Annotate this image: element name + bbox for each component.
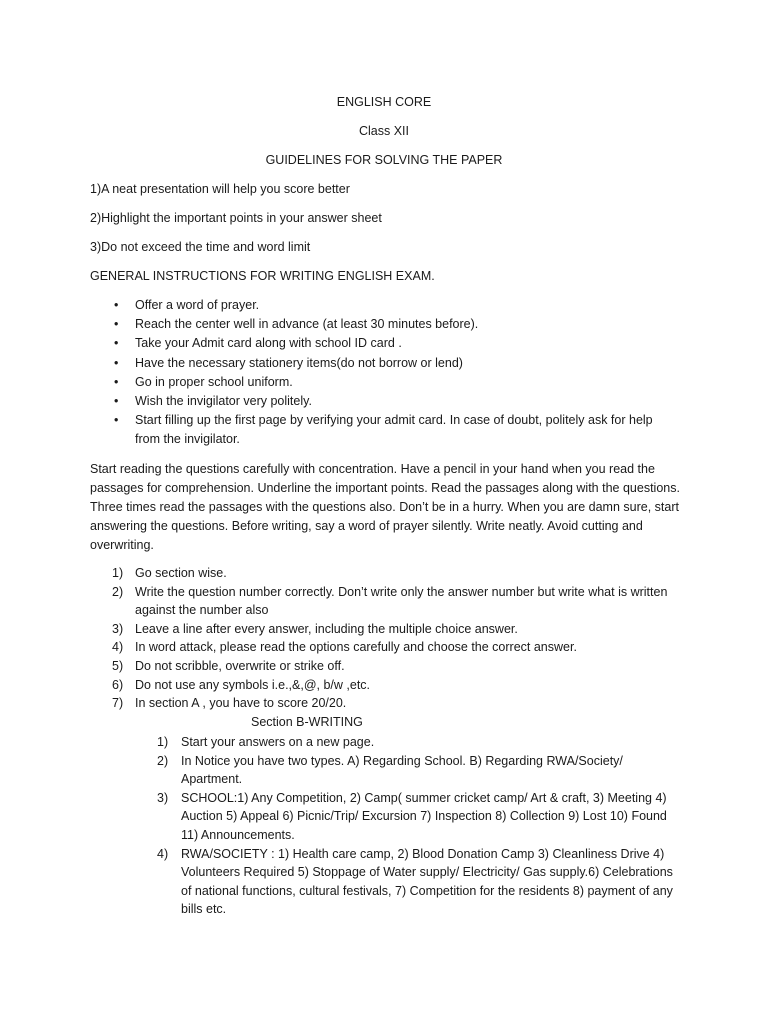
bullet-text: Offer a word of prayer. — [135, 298, 260, 312]
list-number: 3) — [157, 790, 169, 805]
bullet-icon: • — [114, 298, 119, 312]
list-number: 1) — [157, 735, 169, 749]
bullet-text: Take your Admit card along with school ID card . — [135, 336, 402, 351]
bullet-icon: • — [114, 317, 119, 332]
bullet-item — [90, 354, 680, 373]
list-text: Start your answers on a new page. — [181, 735, 375, 749]
bullet-text: Go in proper school uniform. — [135, 374, 293, 389]
list-item — [90, 657, 680, 676]
list-number: 1) — [112, 566, 124, 580]
list-text: Go section wise. — [135, 566, 227, 580]
reading-paragraph: Start reading the questions carefully with concentration. Have a pencil in your hand when you read the passages for comprehension. Underline the important points. Read the passages along with the questions. Three times read the passages with the questions also. Don’t be in a hurry. When you are damn sure, start answering the questions. Before writing, say a word of prayer silently. Write neatly. Avoid cutting and overwriting. — [90, 462, 680, 552]
bullet-item — [90, 411, 680, 449]
class-label: Class XII — [358, 124, 409, 138]
list-number: 6) — [112, 677, 124, 692]
list-text: In word attack, please read the options carefully and choose the correct answer. — [135, 640, 577, 655]
list-item — [90, 638, 680, 657]
bullet-list — [90, 296, 680, 450]
list-text: SCHOOL:1) Any Competition, 2) Camp( summer cricket camp/ Art & craft, 3) Meeting 4) Auction 5) Appeal 6) Picnic/Trip/ Excursion 7) Inspection 8) Collection 9) Lost 10) Found 11) Announcements. — [181, 790, 667, 842]
list-number: 5) — [112, 658, 124, 673]
bullet-text: Reach the center well in advance (at least 30 minutes before). — [135, 317, 479, 332]
list-item — [90, 694, 680, 713]
list-text: Do not use any symbols i.e.,&,@, b/w ,etc. — [135, 677, 371, 692]
list-text: In section A , you have to score 20/20. — [135, 696, 347, 711]
list-number: 4) — [112, 640, 124, 655]
list-text: RWA/SOCIETY : 1) Health care camp, 2) Blood Donation Camp 3) Cleanliness Drive 4) Volunteers Required 5) Stoppage of Water supply/ Electricity/ Gas supply.6) Celebrations of national functions, cultural festivals, 7) Competition for the residents 8) payment of any bills etc. — [181, 846, 673, 917]
list-item — [90, 733, 682, 752]
list-number: 7) — [112, 696, 124, 711]
bullet-item — [90, 296, 680, 315]
general-instructions-list — [90, 564, 680, 713]
list-text: Do not scribble, overwrite or strike off. — [135, 658, 345, 673]
list-item — [90, 752, 682, 789]
section-b-heading: Section B-WRITING — [251, 715, 363, 729]
bullet-item — [90, 373, 680, 392]
guideline-item: 1)A neat presentation will help you score better — [90, 182, 350, 196]
list-number: 2) — [157, 753, 169, 768]
list-item — [90, 583, 680, 620]
bullet-text: Wish the invigilator very politely. — [135, 394, 312, 409]
bullet-icon: • — [114, 413, 119, 428]
guideline-item: 3)Do not exceed the time and word limit — [90, 240, 311, 254]
guideline-item: 2)Highlight the important points in your answer sheet — [90, 211, 382, 225]
bullet-icon: • — [114, 355, 119, 370]
general-instructions-heading: GENERAL INSTRUCTIONS FOR WRITING ENGLISH EXAM. — [90, 269, 435, 283]
bullet-item — [90, 315, 680, 334]
list-item — [90, 789, 682, 845]
list-text: Write the question number correctly. Don’t write only the answer number but write what is written against the number also — [135, 584, 668, 618]
bullet-item — [90, 392, 680, 411]
list-number: 3) — [112, 621, 124, 636]
list-number: 4) — [157, 846, 169, 861]
list-number: 2) — [112, 584, 124, 599]
bullet-item — [90, 334, 680, 353]
bullet-text: Start filling up the first page by verifying your admit card. In case of doubt, politely ask for help from the invigilator. — [135, 413, 653, 447]
document-title: ENGLISH CORE — [336, 95, 432, 109]
bullet-icon: • — [114, 394, 119, 409]
list-text: Leave a line after every answer, including the multiple choice answer. — [135, 621, 518, 636]
list-item — [90, 620, 680, 639]
list-item — [90, 676, 680, 695]
guidelines-heading: GUIDELINES FOR SOLVING THE PAPER — [265, 153, 503, 167]
list-item — [90, 564, 680, 583]
bullet-icon: • — [114, 336, 119, 351]
bullet-icon: • — [114, 374, 119, 389]
list-item — [90, 845, 682, 919]
writing-section-list — [90, 733, 682, 919]
bullet-text: Have the necessary stationery items(do not borrow or lend) — [135, 355, 463, 370]
list-text: In Notice you have two types. A) Regarding School. B) Regarding RWA/Society/ Apartment. — [181, 753, 623, 787]
